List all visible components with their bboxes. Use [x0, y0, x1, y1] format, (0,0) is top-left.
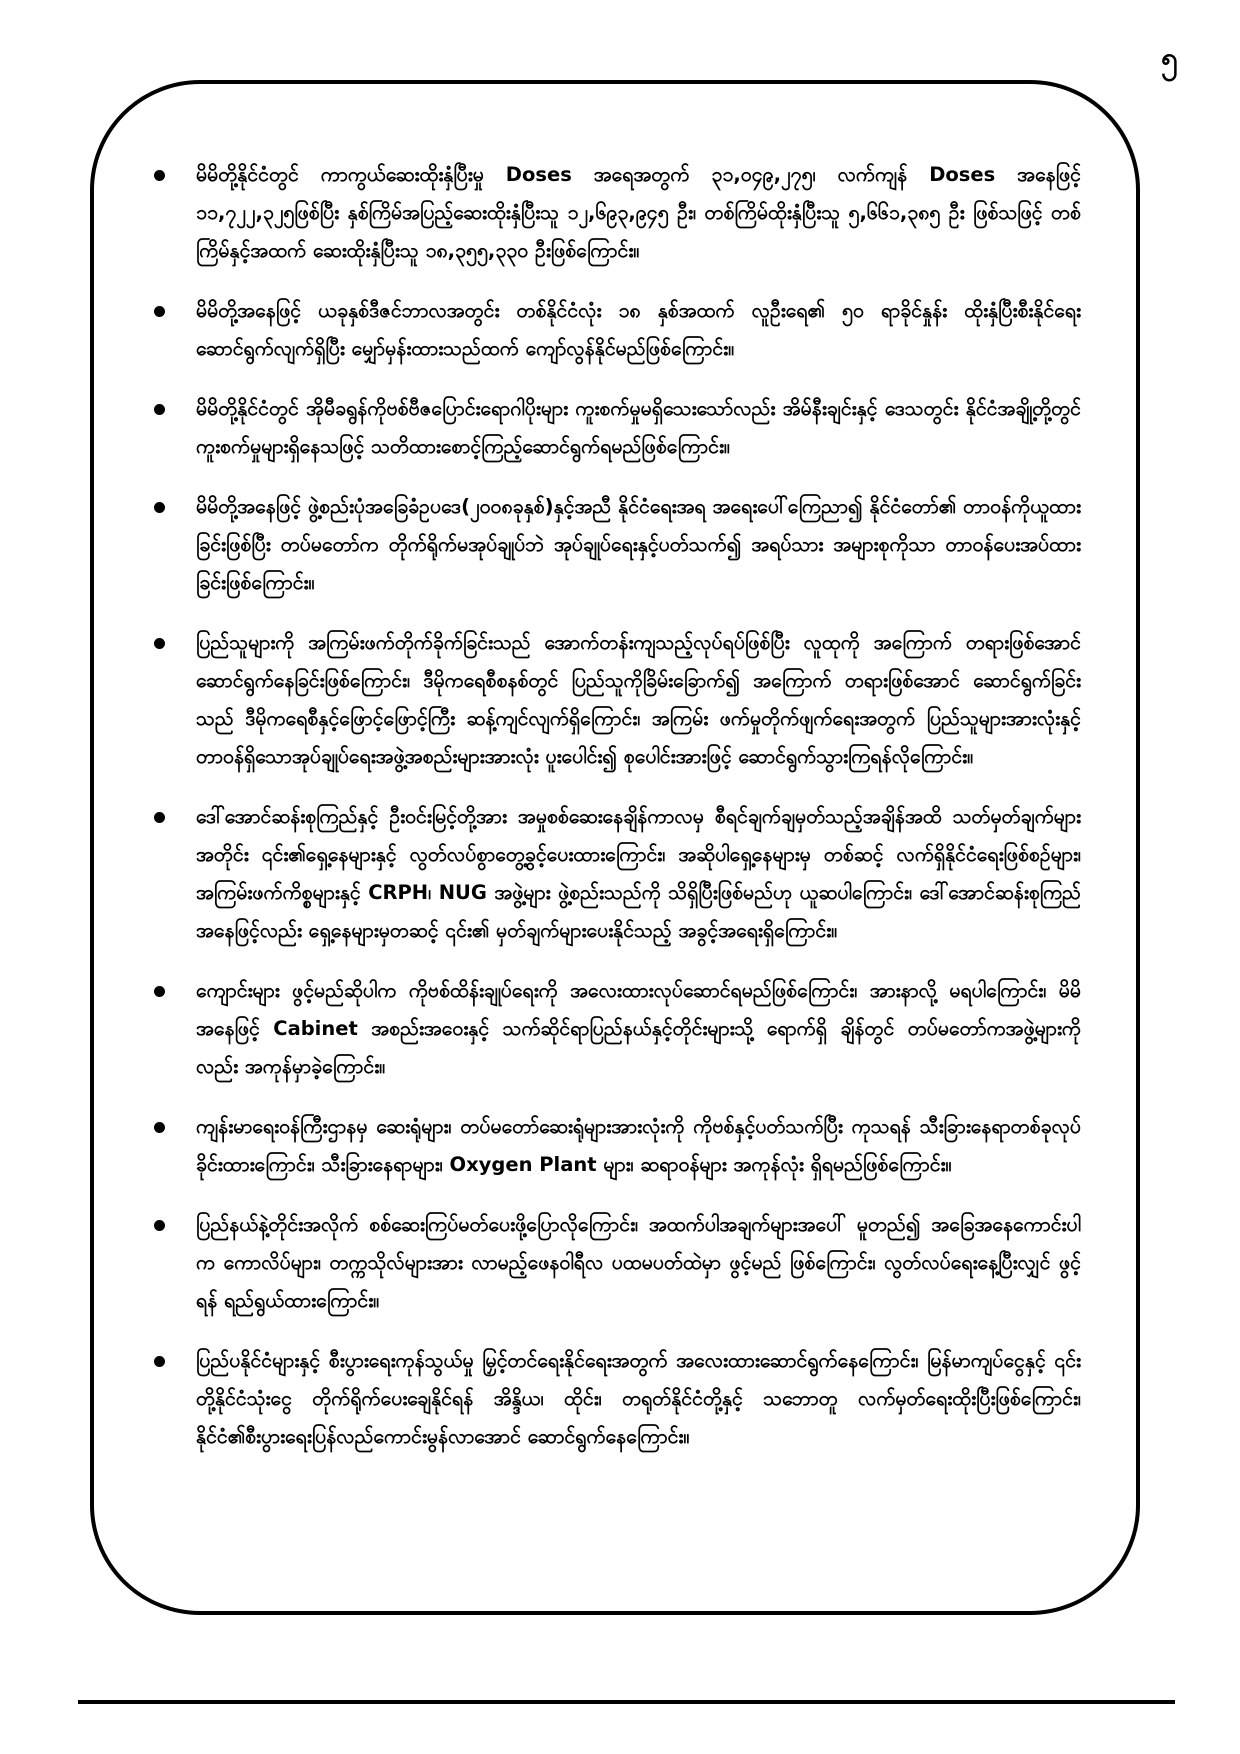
list-item-text: ပြည်သူများကို အကြမ်းဖက်တိုက်ခိုက်ခြင်းသည် အောက်တန်းကျသည့်လုပ်ရပ်ဖြစ်ပြီး လူထုကို အကြောက် တရားဖြစ်အောင်ဆောင်ရွက်နေခြင်းဖြစ်ကြောင်း၊ ဒီမိုကရေစီစနစ်တွင် ပြည်သူကိုခြိမ်းခြောက်၍ အကြောက် တရားဖြစ်အောင် ဆောင်ရွက်ခြင်းသည် ဒီမိုကရေစီနှင့်ဖြောင့်ဖြောင့်ကြီး ဆန့်ကျင်လျက်ရှိကြောင်း၊ အကြမ်း ဖက်မှုတိုက်ဖျက်ရေးအတွက် ပြည်သူများအားလုံးနှင့် တာဝန်ရှိသောအုပ်ချုပ်ရေးအဖွဲ့အစည်းများအားလုံး ပူးပေါင်း၍ စုပေါင်းအားဖြင့် ဆောင်ရွက်သွားကြရန်လိုကြောင်း။ — [196, 631, 1081, 768]
list-item — [154, 292, 1081, 368]
list-item-text: ဒေါ်အောင်ဆန်းစုကြည်နှင့် ဦးဝင်းမြင့်တို့အား အမှုစစ်ဆေးနေချိန်ကာလမှ စီရင်ချက်ချမှတ်သည့်အချိန်အထိ သတ်မှတ်ချက်များအတိုင်း ၎င်း၏ရှေ့နေများနှင့် လွတ်လပ်စွာတွေ့ခွင့်ပေးထားကြောင်း၊ အဆိုပါရှေ့နေများမှ တစ်ဆင့် လက်ရှိနိုင်ငံရေးဖြစ်စဉ်များ၊ အကြမ်းဖက်ကိစ္စများနှင့် CRPH၊ NUG အဖွဲ့များ ဖွဲ့စည်းသည်ကို သိရှိပြီးဖြစ်မည်ဟု ယူဆပါကြောင်း၊ ဒေါ်အောင်ဆန်းစုကြည်အနေဖြင့်လည်း ရှေ့နေများမှတဆင့် ၎င်း၏ မှတ်ချက်များပေးနိုင်သည့် အခွင့်အရေးရှိကြောင်း။ — [196, 805, 1081, 942]
list-item — [154, 488, 1081, 602]
bullet-icon — [154, 638, 165, 649]
bullet-icon — [154, 1220, 165, 1231]
bullet-icon — [154, 170, 165, 181]
list-item — [154, 624, 1081, 776]
list-item — [154, 972, 1081, 1086]
bullet-icon — [154, 1356, 165, 1367]
footer-divider — [78, 1700, 1175, 1704]
list-item-text: မိမိတို့နိုင်ငံတွင် ကာကွယ်ဆေးထိုးနှံပြီးမှု Doses အရေအတွက် ၃၁,၀၄၉,၂၇၅၊ လက်ကျန် Doses အနေဖြင့် ၁၁,၇၂၂,၃၂၅ဖြစ်ပြီး နှစ်ကြိမ်အပြည့်ဆေးထိုးနှံပြီးသူ ၁၂,၆၉၃,၉၄၅ ဦး၊ တစ်ကြိမ်ထိုးနှံပြီးသူ ၅,၆၆၁,၃၈၅ ဦး ဖြစ်သဖြင့် တစ်ကြိမ်နှင့်အထက် ဆေးထိုးနှံပြီးသူ ၁၈,၃၅၅,၃၃၀ ဦးဖြစ်ကြောင်း။ — [196, 163, 1081, 262]
list-item-text: ကျန်းမာရေးဝန်ကြီးဌာနမှ ဆေးရုံများ၊ တပ်မတော်ဆေးရုံများအားလုံးကို ကိုဗစ်နှင့်ပတ်သက်ပြီး ကုသရန် သီးခြားနေရာတစ်ခုလုပ်ခိုင်းထားကြောင်း၊ သီးခြားနေရာများ၊ Oxygen Plant များ၊ ဆရာဝန်များ အကုန်လုံး ရှိရမည်ဖြစ်ကြောင်း။ — [196, 1115, 1081, 1176]
list-item-text: ပြည်ပနိုင်ငံများနှင့် စီးပွားရေးကုန်သွယ်မှု မြှင့်တင်ရေးနိုင်ရေးအတွက် အလေးထားဆောင်ရွက်နေကြောင်း၊ မြန်မာကျပ်ငွေနှင့် ၎င်းတို့နိုင်ငံသုံးငွေ တိုက်ရိုက်ပေးချေနိုင်ရန် အိန္ဒိယ၊ ထိုင်း၊ တရုတ်နိုင်ငံတို့နှင့် သဘောတူ လက်မှတ်ရေးထိုးပြီးဖြစ်ကြောင်း၊ နိုင်ငံ၏စီးပွားရေးပြန်လည်ကောင်းမွန်လာအောင် ဆောင်ရွက်နေကြောင်း။ — [196, 1349, 1081, 1448]
list-item — [154, 1342, 1081, 1456]
list-item-text: မိမိတို့အနေဖြင့် ယခုနှစ်ဒီဇင်ဘာလအတွင်း တစ်နိုင်ငံလုံး ၁၈ နှစ်အထက် လူဦးရေ၏ ၅၀ ရာခိုင်နှုန်း ထိုးနှံပြီးစီးနိုင်ရေး ဆောင်ရွက်လျက်ရှိပြီး မျှော်မှန်းထားသည်ထက် ကျော်လွန်နိုင်မည်ဖြစ်ကြောင်း။ — [196, 299, 1081, 360]
bullet-icon — [154, 812, 165, 823]
bullet-list — [94, 84, 1136, 1456]
list-item-text: ပြည်နယ်နဲ့တိုင်းအလိုက် စစ်ဆေးကြပ်မတ်ပေးဖို့ပြောလိုကြောင်း၊ အထက်ပါအချက်များအပေါ် မူတည်၍ အခြေအနေကောင်းပါက ကောလိပ်များ၊ တက္ကသိုလ်များအား လာမည့်ဖေနဝါရီလ ပထမပတ်ထဲမှာ ဖွင့်မည် ဖြစ်ကြောင်း၊ လွတ်လပ်ရေးနေ့ပြီးလျှင် ဖွင့်ရန် ရည်ရွယ်ထားကြောင်း။ — [196, 1213, 1081, 1312]
list-item-text: မိမိတို့နိုင်ငံတွင် အိုမီခရွန်ကိုဗစ်ဗီဇပြောင်းရောဂါပိုးများ ကူးစက်မှုမရှိသေးသော်လည်း အိမ်နီးချင်းနှင့် ဒေသတွင်း နိုင်ငံအချို့တို့တွင် ကူးစက်မှုများရှိနေသဖြင့် သတိထားစောင့်ကြည့်ဆောင်ရွက်ရမည်ဖြစ်ကြောင်း။ — [196, 397, 1081, 458]
page-number: ၅ — [1161, 41, 1178, 76]
bullet-icon — [154, 404, 165, 415]
list-item-text: ကျောင်းများ ဖွင့်မည်ဆိုပါက ကိုဗစ်ထိန်းချုပ်ရေးကို အလေးထားလုပ်ဆောင်ရမည်ဖြစ်ကြောင်း၊ အားနာလို့ မရပါကြောင်း၊ မိမိအနေဖြင့် Cabinet အစည်းအဝေးနှင့် သက်ဆိုင်ရာပြည်နယ်နှင့်တိုင်းများသို့ ရောက်ရှိ ချိန်တွင် တပ်မတော်ကအဖွဲ့များကိုလည်း အကုန်မှာခဲ့ကြောင်း။ — [196, 979, 1081, 1078]
list-item — [154, 156, 1081, 270]
bullet-icon — [154, 502, 165, 513]
list-item — [154, 1108, 1081, 1184]
bullet-icon — [154, 1122, 165, 1133]
bullet-icon — [154, 306, 165, 317]
list-item — [154, 1206, 1081, 1320]
list-item — [154, 390, 1081, 466]
content-frame — [90, 80, 1140, 1615]
list-item — [154, 798, 1081, 950]
list-item-text: မိမိတို့အနေဖြင့် ဖွဲ့စည်းပုံအခြေခံဥပဒေ(၂၀၀၈ခုနှစ်)နှင့်အညီ နိုင်ငံရေးအရ အရေးပေါ်ကြေညာ၍ နိုင်ငံတော်၏ တာဝန်ကိုယူထားခြင်းဖြစ်ပြီး တပ်မတော်က တိုက်ရိုက်မအုပ်ချုပ်ဘဲ အုပ်ချုပ်ရေးနှင့်ပတ်သက်၍ အရပ်သား အများစုကိုသာ တာဝန်ပေးအပ်ထားခြင်းဖြစ်ကြောင်း။ — [196, 495, 1081, 594]
bullet-icon — [154, 986, 165, 997]
